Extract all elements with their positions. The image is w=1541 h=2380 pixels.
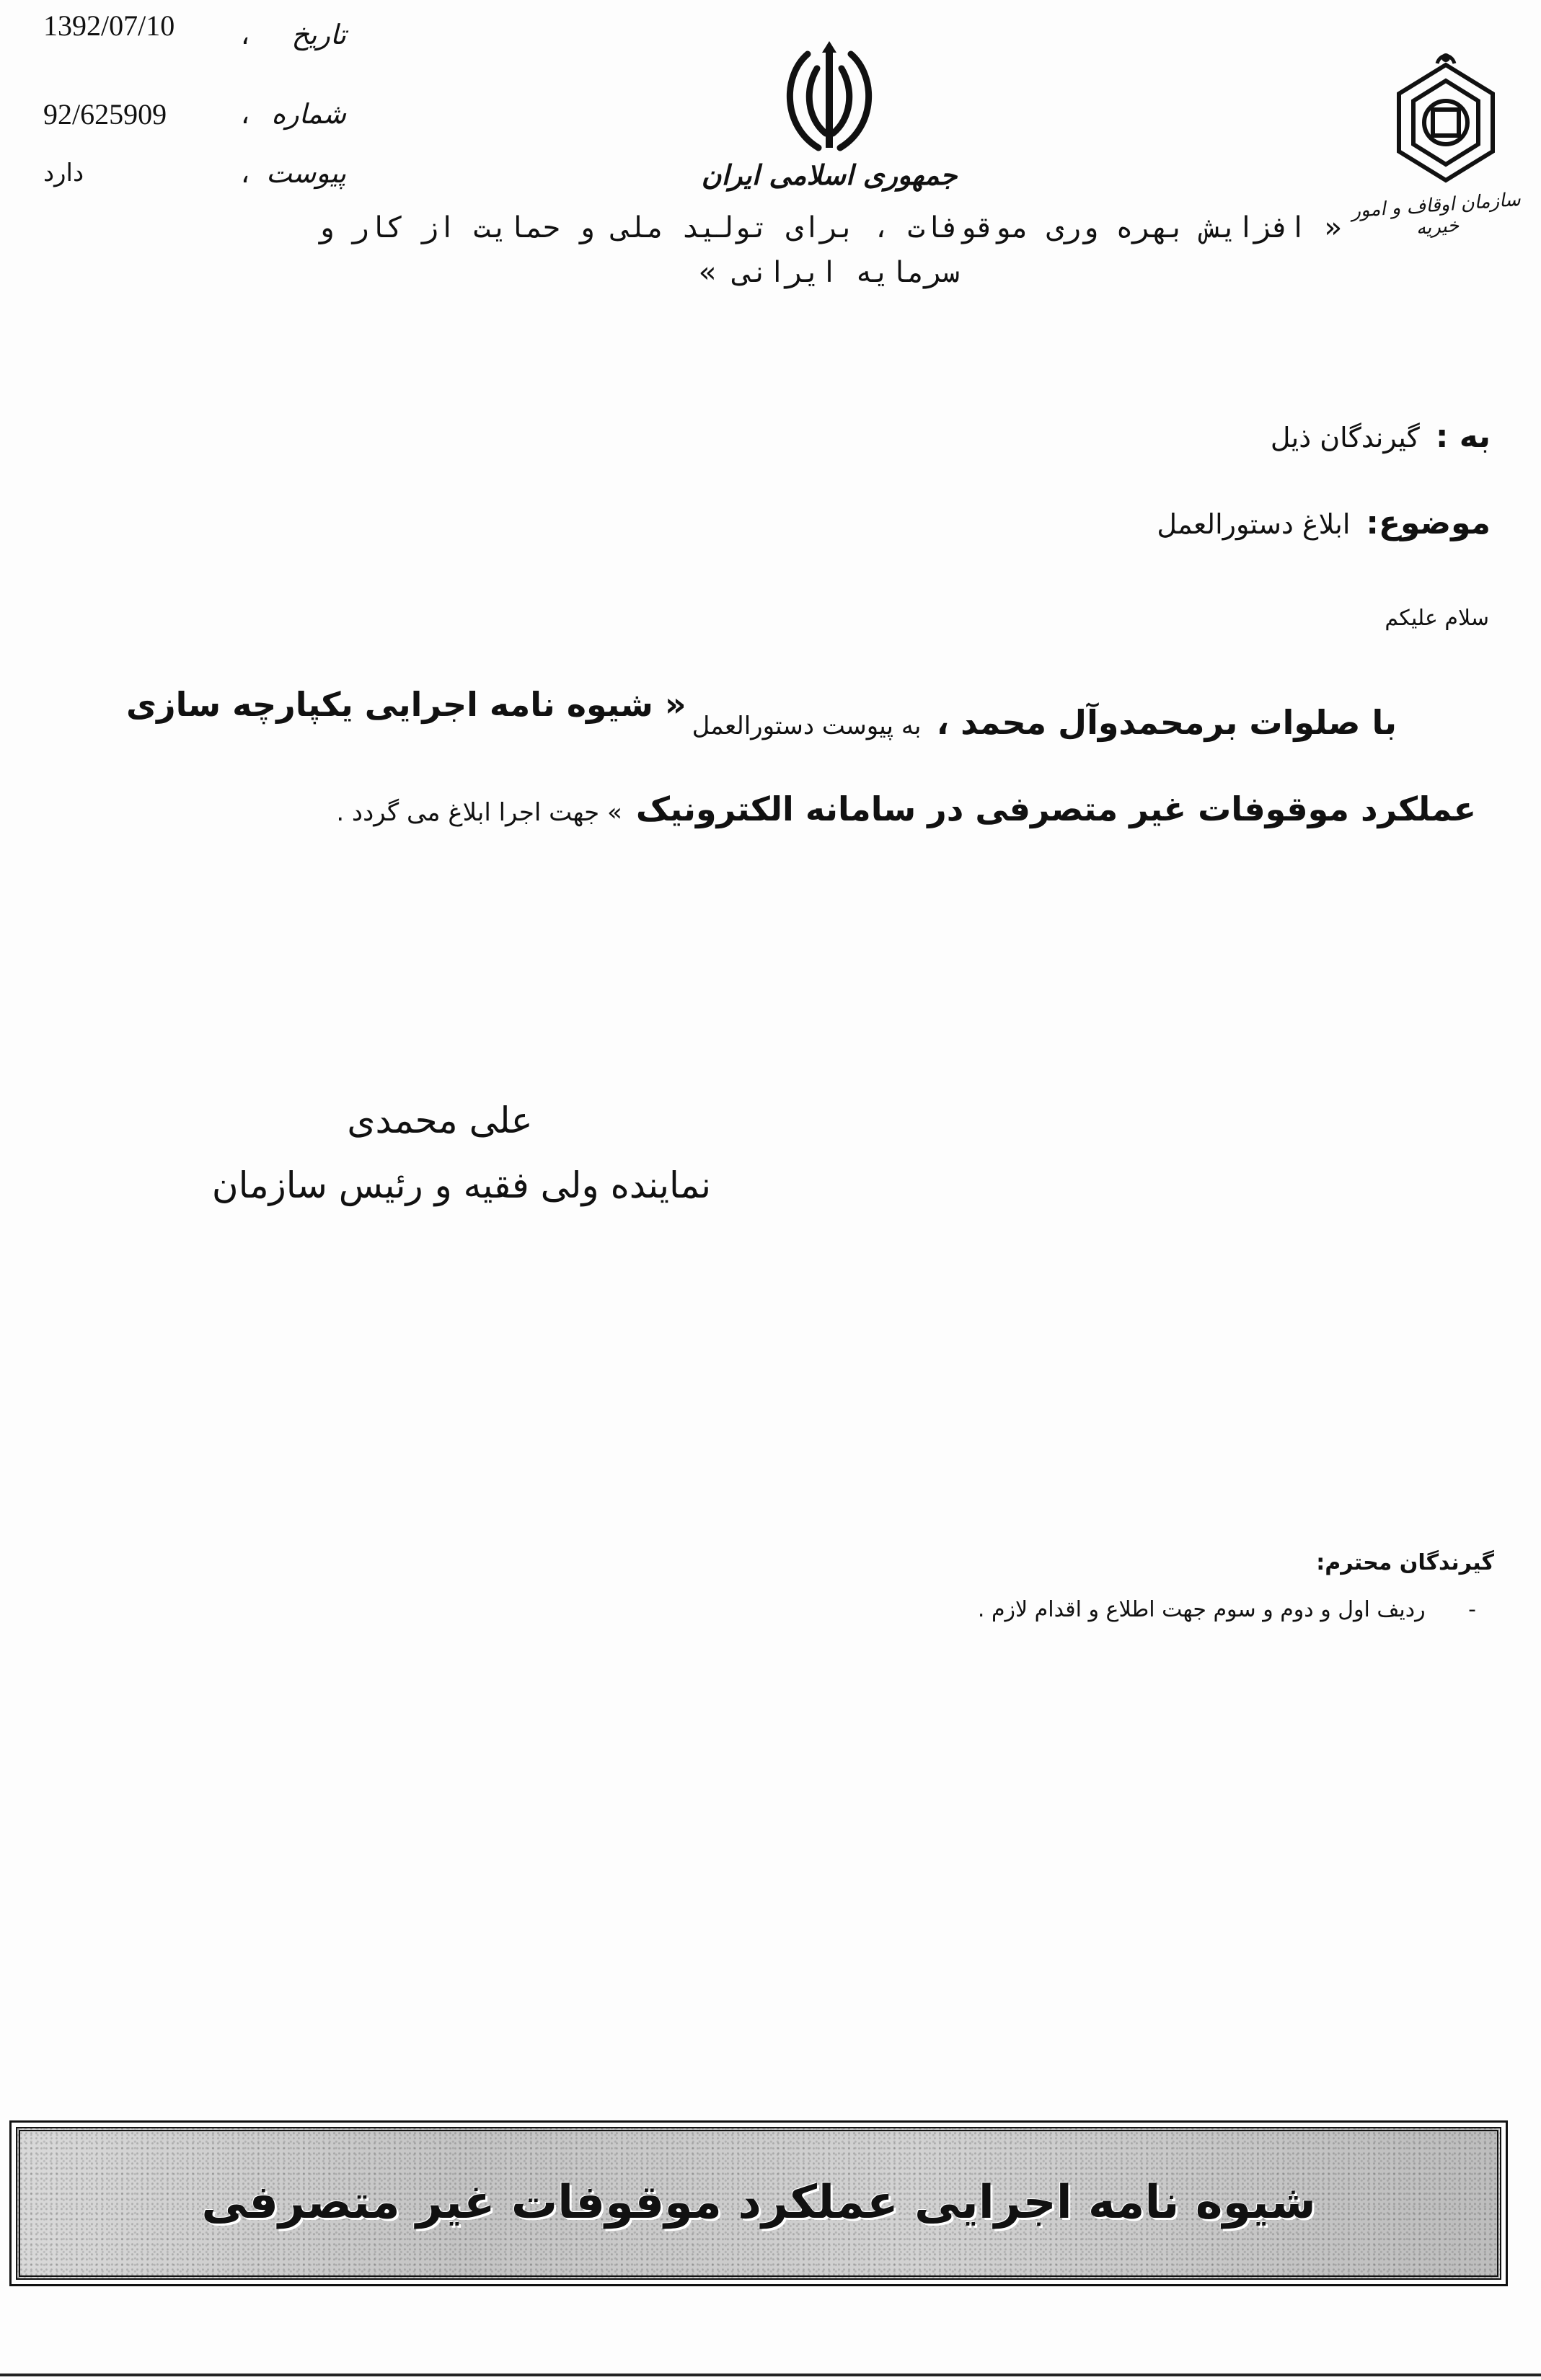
subject-value: ابلاغ دستورالعمل: [1157, 508, 1351, 540]
attachment-value: دارد: [43, 159, 84, 187]
number-label: شماره: [271, 98, 346, 130]
body-guideline-title-part2: عملکرد موقوفات غیر متصرفی در سامانه الکترونیک: [635, 789, 1476, 828]
org-logo-icon: [1388, 50, 1504, 191]
recipient-item: [978, 1597, 1476, 1622]
body-salutation: با صلوات برمحمدوآل محمد ،: [936, 703, 1397, 742]
date-colon: ،: [240, 19, 250, 50]
attachment-row: [43, 151, 346, 195]
org-name: سازمان اوقاف و امور خیریه: [1351, 188, 1522, 240]
document-title-banner: [16, 2127, 1501, 2280]
banner-title: شیوه نامه اجرایی عملکرد موقوفات غیر متصرفی: [201, 2176, 1316, 2229]
slogan: [195, 205, 1464, 295]
number-colon: ،: [240, 98, 250, 130]
attachment-colon: ،: [240, 157, 250, 189]
signatory-title: نماینده ولی فقیه و رئیس سازمان: [211, 1164, 712, 1206]
addressee-row: [1271, 418, 1491, 455]
bottom-rule: [0, 2374, 1541, 2376]
greeting: سلام علیکم: [1385, 606, 1489, 631]
recipient-dash: -: [1468, 1597, 1476, 1622]
date-row: [43, 13, 346, 56]
body-closing-text: » جهت اجرا ابلاغ می گردد .: [336, 798, 622, 827]
slogan-line-1: « افزایش بهره وری موقوفات ، برای تولید ملی و حمایت از کار و: [317, 211, 1342, 244]
body-line-2: [336, 789, 1476, 828]
body-guideline-title-part1: « شیوه نامه اجرایی یکپارچه سازی: [126, 685, 686, 724]
subject-label: موضوع:: [1366, 505, 1491, 541]
number-value: 92/625909: [43, 97, 167, 130]
to-label: به :: [1435, 418, 1491, 455]
date-label: تاریخ: [291, 19, 346, 50]
slogan-line-2: سرمایه ایرانی »: [699, 256, 960, 289]
body-attachment-text: به پیوست دستورالعمل: [692, 712, 922, 740]
signatory-name: علی محمدی: [347, 1100, 533, 1141]
republic-name: جمهوری اسلامی ایران: [701, 159, 958, 191]
attachment-label: پیوست: [266, 157, 346, 189]
number-row: [43, 92, 346, 136]
recipients-title: گیرندگان محترم:: [1316, 1550, 1494, 1575]
iran-emblem-icon: [768, 40, 891, 162]
recipient-text: ردیف اول و دوم و سوم جهت اطلاع و اقدام لازم .: [977, 1597, 1426, 1622]
date-value: 1392/07/10: [43, 16, 175, 42]
subject-row: [1157, 505, 1491, 541]
to-value: گیرندگان ذیل: [1270, 422, 1420, 454]
